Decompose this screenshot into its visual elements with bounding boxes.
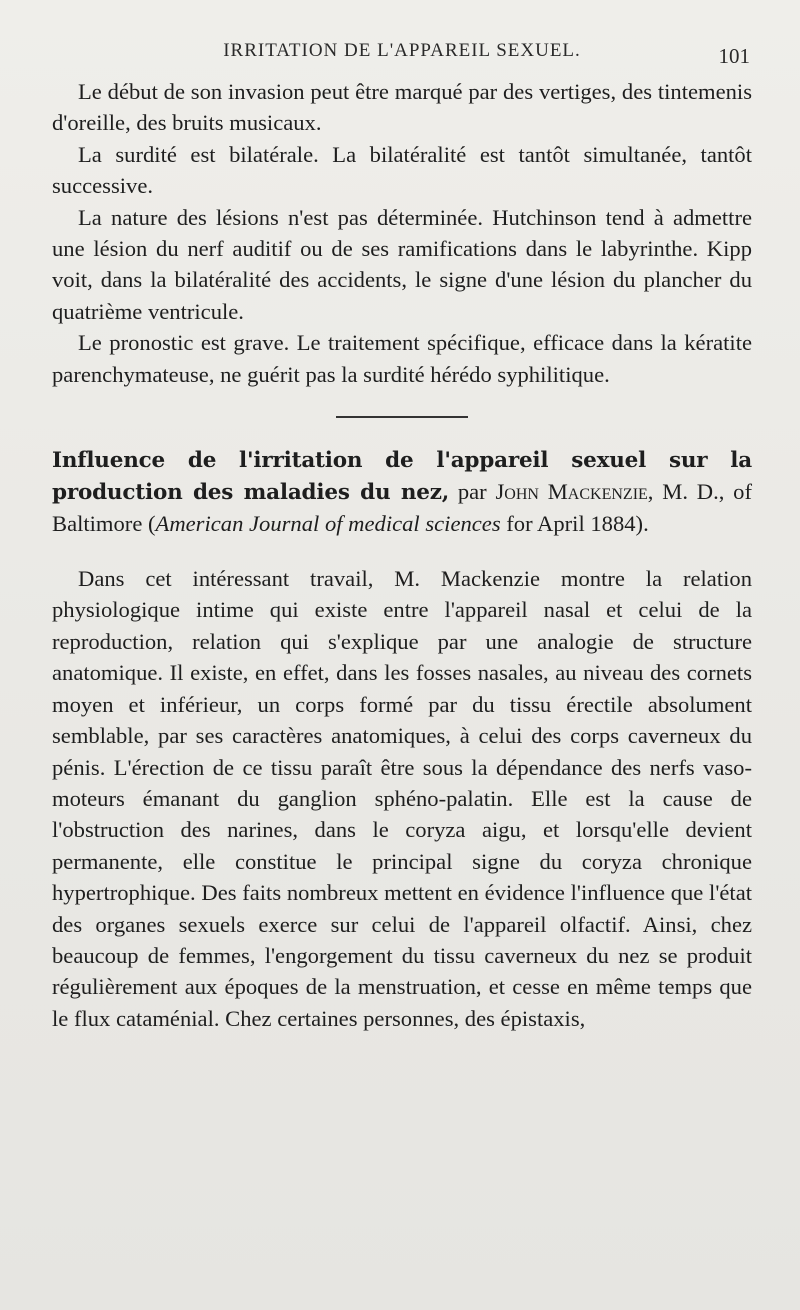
article-title: Influence de l'irritation de l'appareil sexuel sur la production des maladies du nez, [52, 448, 752, 506]
paragraph-lesions: La nature des lésions n'est pas déterminée. Hutchinson tend à admettre une lésion du nerf auditif ou de ses ramifications dans le labyrinthe. Kipp voit, dans la bilatéralité des accidents, le signe d'une lésion du plancher du quatrième ventricule. [52, 204, 752, 324]
article-date: for April 1884). [506, 511, 649, 537]
paragraph-prognosis: Le pronostic est grave. Le traitement spécifique, efficace dans la kératite parenchymateuse, ne guérit pas la surdité hérédo syphilitique. [52, 330, 752, 387]
page-header [52, 0, 752, 68]
paragraph-onset: Le début de son invasion peut être marqué par des vertiges, des tintemenis d'oreille, des bruits musicaux. [52, 79, 752, 136]
section-divider [336, 416, 468, 418]
article-by: par [457, 479, 487, 505]
article-heading: Influence de l'irritation de l'appareil sexuel sur la production des maladies du nez, par John Mackenzie, M. D., of Baltimore (American Journal of medical sciences for April 1884). [52, 448, 752, 537]
paragraph-bilateral: La surdité est bilatérale. La bilatéralité est tantôt simultanée, tantôt successive. [52, 141, 752, 199]
article-journal: American Journal of medical sciences [155, 511, 501, 537]
article-location: of Baltimore ( [52, 479, 752, 537]
article-degree: M. D., [662, 479, 725, 505]
article-author: John Mackenzie [495, 479, 648, 505]
body-paragraph: Dans cet intéressant travail, M. Mackenzie montre la relation physiologique intime qui existe entre l'appareil nasal et celui de la reproduction, relation qui s'explique par une analogie de structure anatomique. Il existe, en effet, dans les fosses nasales, au niveau des cornets moyen et inférieur, un corps formé par du tissu érectile absolument semblable, par ses caractères anatomiques, à celui des corps caverneux du pénis. L'érection de ce tissu paraît être sous la dépendance des nerfs vaso-moteurs émanant du ganglion sphéno-palatin. Elle est la cause de l'obstruction des narines, dans le coryza aigu, et lorsqu'elle devient permanente, elle constitue le principal signe du coryza chronique hypertrophique. Des faits nombreux mettent en évidence l'influence que l'état des organes sexuels exerce sur celui de l'appareil olfactif. Ainsi, chez beaucoup de femmes, l'engorgement du tissu caverneux du nez se produit régulièrement aux époques de la menstruation, et cesse en même temps que le flux cataménial. Chez certaines personnes, des épistaxis, [52, 566, 752, 1031]
article-body [52, 563, 752, 1034]
running-title: IRRITATION DE L'APPAREIL SEXUEL. [223, 40, 581, 61]
page-number: 101 [718, 44, 750, 68]
spacer [52, 539, 752, 563]
